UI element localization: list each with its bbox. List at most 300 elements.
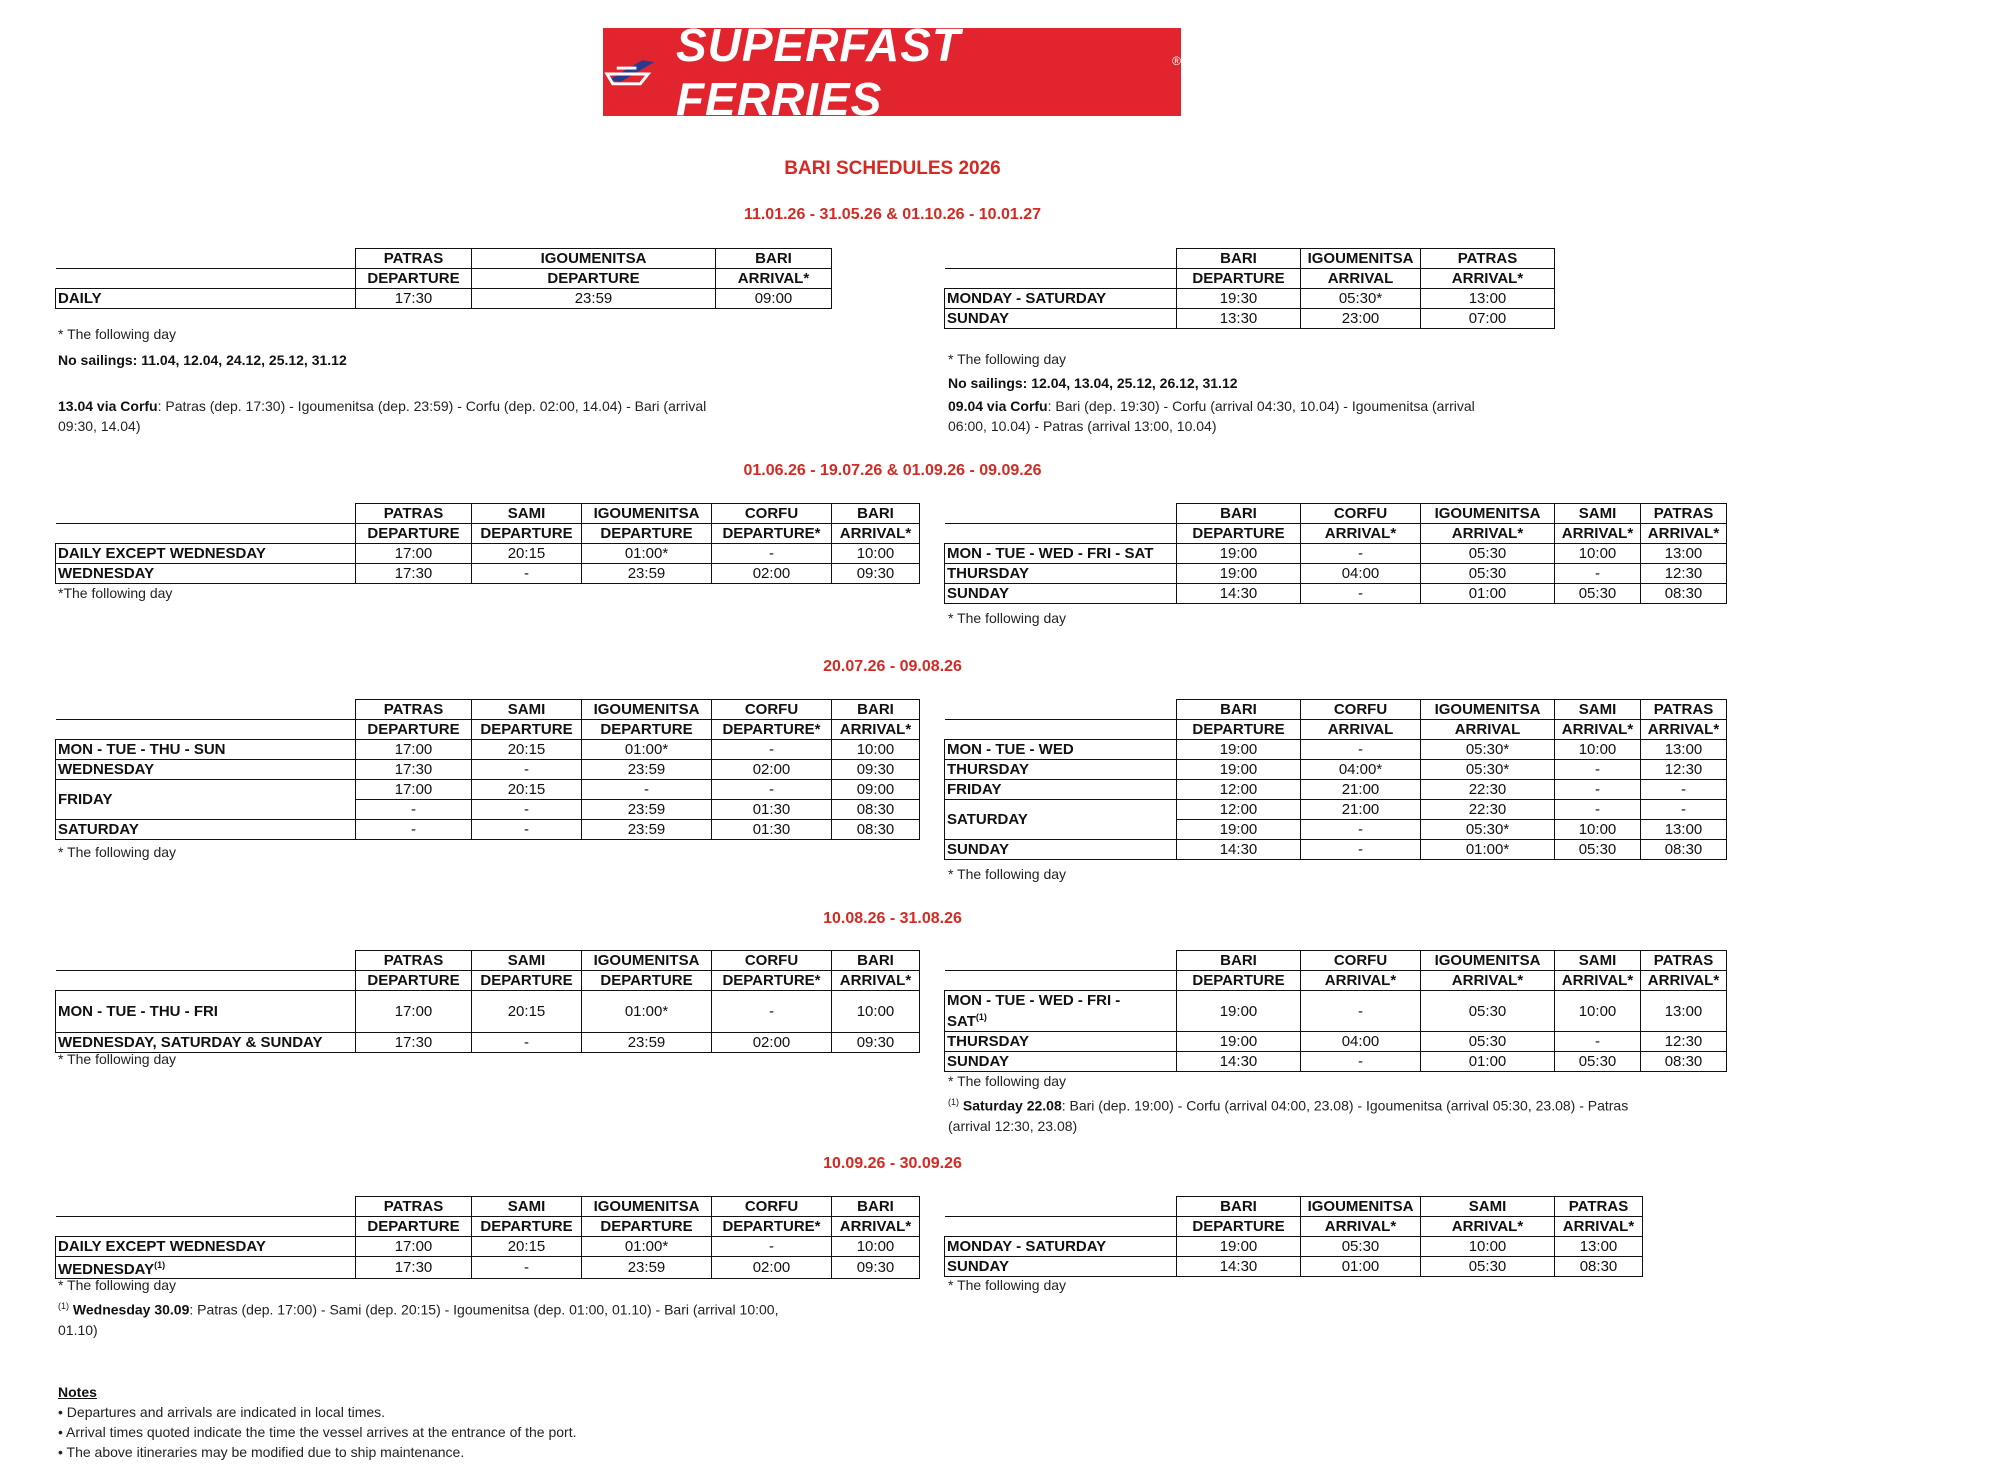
port-header: SAMI: [1555, 951, 1641, 971]
time-cell: 01:00*: [582, 544, 712, 564]
no-sailings-text: No sailings: 12.04, 13.04, 25.12, 26.12, 31.12: [948, 375, 1238, 391]
time-cell: -: [1301, 584, 1421, 604]
port-header: SAMI: [472, 951, 582, 971]
time-cell: 10:00: [1555, 820, 1641, 840]
port-header: IGOUMENITSA: [1301, 249, 1421, 269]
time-cell: -: [1641, 780, 1727, 800]
type-header: DEPARTURE: [582, 971, 712, 991]
time-cell: -: [712, 991, 832, 1033]
time-cell: 10:00: [1421, 1237, 1555, 1257]
row-label-text: WEDNESDAY: [58, 1261, 155, 1278]
table-header-types: [945, 720, 1727, 740]
footnote-marker: (1): [154, 1260, 166, 1270]
notes-item: • The above itineraries may be modified due to ship maintenance.: [58, 1444, 465, 1460]
blank-cell: [56, 971, 356, 991]
table-row: [56, 289, 832, 309]
blank-cell: [56, 720, 356, 740]
time-cell: -: [1301, 991, 1421, 1032]
type-header: DEPARTURE: [582, 720, 712, 740]
time-cell: -: [1301, 1052, 1421, 1072]
table-row: [56, 820, 920, 840]
port-header: SAMI: [472, 1197, 582, 1217]
time-cell: 23:59: [582, 1257, 712, 1279]
row-label: MON - TUE - THU - SUN: [56, 740, 356, 760]
notes-title: Notes: [58, 1384, 97, 1400]
time-cell: 02:00: [712, 760, 832, 780]
row-label: THURSDAY: [945, 760, 1177, 780]
time-cell: -: [472, 800, 582, 820]
time-cell: 12:30: [1641, 760, 1727, 780]
type-header: ARRIVAL*: [832, 720, 920, 740]
time-cell: 09:30: [832, 564, 920, 584]
port-header: SAMI: [1555, 504, 1641, 524]
time-cell: -: [1301, 740, 1421, 760]
time-cell: 05:30: [1421, 1032, 1555, 1052]
row-label: DAILY EXCEPT WEDNESDAY: [56, 1237, 356, 1257]
blank-cell: [945, 524, 1177, 544]
time-cell: -: [1641, 800, 1727, 820]
route-note-text-2: 01.10): [58, 1321, 98, 1338]
time-cell: 09:30: [832, 1257, 920, 1279]
table-row: [56, 780, 920, 800]
time-cell: -: [712, 740, 832, 760]
table-row: [56, 760, 920, 780]
table-row: [945, 289, 1555, 309]
port-header: SAMI: [472, 700, 582, 720]
time-cell: 01:00*: [582, 991, 712, 1033]
time-cell: 17:30: [356, 564, 472, 584]
row-label: SUNDAY: [945, 1052, 1177, 1072]
table-row: [945, 544, 1727, 564]
time-cell: 05:30: [1555, 840, 1641, 860]
type-header: ARRIVAL: [1301, 269, 1421, 289]
time-cell: 05:30*: [1421, 740, 1555, 760]
time-cell: 17:30: [356, 1257, 472, 1279]
time-cell: -: [356, 800, 472, 820]
time-cell: 04:00: [1301, 564, 1421, 584]
time-cell: 17:00: [356, 1237, 472, 1257]
time-cell: 02:00: [712, 564, 832, 584]
port-header: SAMI: [1421, 1197, 1555, 1217]
table-row: [56, 991, 920, 1033]
schedule-table-outbound: [55, 503, 920, 584]
row-label: DAILY: [56, 289, 356, 309]
time-cell: 21:00: [1301, 780, 1421, 800]
time-cell: 17:00: [356, 991, 472, 1033]
type-header: ARRIVAL*: [1421, 524, 1555, 544]
table-row: [945, 1052, 1727, 1072]
time-cell: 09:00: [832, 780, 920, 800]
type-header: DEPARTURE: [472, 269, 716, 289]
row-label: THURSDAY: [945, 564, 1177, 584]
time-cell: -: [356, 820, 472, 840]
no-sailings-note: [948, 373, 1238, 393]
table-row: [945, 840, 1727, 860]
time-cell: 07:00: [1421, 309, 1555, 329]
time-cell: 22:30: [1421, 780, 1555, 800]
type-header: ARRIVAL*: [1421, 971, 1555, 991]
table-row: [945, 309, 1555, 329]
route-note-text: : Patras (dep. 17:30) - Igoumenitsa (dep. 23:59) - Corfu (dep. 02:00, 14.04) - Bari (arrival: [157, 398, 707, 414]
time-cell: 08:30: [832, 820, 920, 840]
blank-cell: [945, 720, 1177, 740]
table-row: [56, 1237, 920, 1257]
port-header: SAMI: [472, 504, 582, 524]
section-dates: 20.07.26 - 09.08.26: [823, 658, 962, 675]
port-header: BARI: [832, 700, 920, 720]
port-header: PATRAS: [356, 504, 472, 524]
time-cell: -: [712, 780, 832, 800]
time-cell: 10:00: [832, 991, 920, 1033]
time-cell: 01:00*: [582, 1237, 712, 1257]
port-header: BARI: [1177, 951, 1301, 971]
time-cell: 23:59: [582, 800, 712, 820]
time-cell: -: [1555, 760, 1641, 780]
time-cell: 05:30: [1555, 1052, 1641, 1072]
schedule-table-outbound: [55, 248, 832, 309]
time-cell: 13:00: [1641, 820, 1727, 840]
type-header: ARRIVAL: [1421, 720, 1555, 740]
time-cell: 01:00: [1421, 584, 1555, 604]
blank-cell: [56, 269, 356, 289]
schedule-table-outbound: [55, 699, 920, 840]
time-cell: 14:30: [1177, 584, 1301, 604]
route-note-text-2: 09:30, 14.04): [58, 418, 141, 434]
route-note: [58, 396, 706, 436]
time-cell: 13:00: [1555, 1237, 1643, 1257]
row-label: MONDAY - SATURDAY: [945, 289, 1177, 309]
time-cell: 12:00: [1177, 800, 1301, 820]
time-cell: 20:15: [472, 991, 582, 1033]
type-header: ARRIVAL*: [1555, 720, 1641, 740]
time-cell: 13:00: [1641, 544, 1727, 564]
time-cell: 12:00: [1177, 780, 1301, 800]
type-header: DEPARTURE: [1177, 720, 1301, 740]
port-header: BARI: [716, 249, 832, 269]
table-row: [56, 544, 920, 564]
time-cell: 23:59: [582, 760, 712, 780]
time-cell: 01:00*: [582, 740, 712, 760]
time-cell: 19:00: [1177, 760, 1301, 780]
type-header: DEPARTURE*: [712, 1217, 832, 1237]
table-header-ports: [56, 951, 920, 971]
type-header: ARRIVAL*: [832, 524, 920, 544]
type-header: ARRIVAL*: [716, 269, 832, 289]
table-header-types: [945, 971, 1727, 991]
route-note: [948, 396, 1475, 436]
time-cell: 20:15: [472, 544, 582, 564]
table-header-ports: [945, 951, 1727, 971]
section-dates: 10.09.26 - 30.09.26: [823, 1155, 962, 1172]
row-label: MON - TUE - WED - FRI - SAT: [945, 544, 1177, 564]
row-label: SUNDAY: [945, 309, 1177, 329]
time-cell: 04:00*: [1301, 760, 1421, 780]
row-label: SATURDAY: [56, 820, 356, 840]
table-row: [945, 1257, 1643, 1277]
type-header: DEPARTURE: [1177, 1217, 1301, 1237]
type-header: ARRIVAL*: [832, 1217, 920, 1237]
time-cell: 23:59: [582, 564, 712, 584]
route-note: [58, 1296, 898, 1340]
route-note-text-2: 06:00, 10.04) - Patras (arrival 13:00, 10.04): [948, 418, 1217, 434]
table-row: [945, 740, 1727, 760]
type-header: ARRIVAL*: [1555, 971, 1641, 991]
time-cell: 01:00: [1301, 1257, 1421, 1277]
row-label: MON - TUE - WED: [945, 740, 1177, 760]
row-label: SUNDAY: [945, 584, 1177, 604]
table-row: [945, 564, 1727, 584]
row-label: MON - TUE - THU - FRI: [56, 991, 356, 1033]
time-cell: -: [1301, 840, 1421, 860]
row-label: SUNDAY: [945, 1257, 1177, 1277]
time-cell: 09:00: [716, 289, 832, 309]
type-header: DEPARTURE: [472, 524, 582, 544]
port-header: IGOUMENITSA: [582, 1197, 712, 1217]
port-header: BARI: [1177, 504, 1301, 524]
time-cell: 08:30: [1641, 1052, 1727, 1072]
blank-cell: [945, 951, 1177, 971]
table-row: [945, 991, 1727, 1032]
schedule-table-inbound: [944, 248, 1555, 329]
type-header: DEPARTURE*: [712, 971, 832, 991]
no-sailings-note: [58, 350, 347, 370]
time-cell: 02:00: [712, 1033, 832, 1053]
type-header: ARRIVAL*: [1641, 971, 1727, 991]
port-header: PATRAS: [356, 700, 472, 720]
port-header: CORFU: [712, 951, 832, 971]
table-row: [56, 564, 920, 584]
time-cell: 14:30: [1177, 840, 1301, 860]
time-cell: 13:00: [1641, 991, 1727, 1032]
footnote: * The following day: [58, 1051, 177, 1067]
time-cell: -: [712, 1237, 832, 1257]
time-cell: 10:00: [832, 740, 920, 760]
footnote: * The following day: [948, 1073, 1067, 1089]
type-header: ARRIVAL*: [1641, 524, 1727, 544]
time-cell: 05:30: [1421, 991, 1555, 1032]
table-row: [56, 1033, 920, 1053]
time-cell: 01:30: [712, 820, 832, 840]
time-cell: 17:30: [356, 1033, 472, 1053]
port-header: PATRAS: [1555, 1197, 1643, 1217]
route-note-title: Wednesday 30.09: [72, 1301, 190, 1318]
table-header-ports: [56, 700, 920, 720]
time-cell: 13:00: [1641, 740, 1727, 760]
time-cell: 05:30: [1421, 544, 1555, 564]
time-cell: 08:30: [1641, 584, 1727, 604]
time-cell: 14:30: [1177, 1257, 1301, 1277]
port-header: SAMI: [1555, 700, 1641, 720]
blank-cell: [945, 700, 1177, 720]
port-header: CORFU: [712, 700, 832, 720]
table-row: [945, 780, 1727, 800]
time-cell: 08:30: [832, 800, 920, 820]
table-header-types: [56, 269, 832, 289]
table-header-types: [56, 720, 920, 740]
blank-cell: [56, 524, 356, 544]
type-header: ARRIVAL*: [1421, 269, 1555, 289]
type-header: ARRIVAL*: [1301, 1217, 1421, 1237]
footnote: * The following day: [948, 351, 1067, 367]
table-header-types: [945, 1217, 1643, 1237]
time-cell: 20:15: [472, 740, 582, 760]
schedule-table-inbound: [944, 1196, 1643, 1277]
type-header: DEPARTURE: [582, 1217, 712, 1237]
time-cell: -: [472, 760, 582, 780]
port-header: CORFU: [1301, 504, 1421, 524]
time-cell: -: [472, 820, 582, 840]
row-label: SATURDAY: [945, 800, 1177, 840]
section-dates: 01.06.26 - 19.07.26 & 01.09.26 - 09.09.26: [743, 462, 1042, 479]
ship-logo-icon: [603, 52, 662, 92]
time-cell: 19:00: [1177, 740, 1301, 760]
time-cell: 13:30: [1177, 309, 1301, 329]
time-cell: 19:00: [1177, 1032, 1301, 1052]
blank-cell: [945, 504, 1177, 524]
footnote: * The following day: [58, 326, 177, 342]
time-cell: 17:30: [356, 760, 472, 780]
time-cell: 17:00: [356, 544, 472, 564]
route-note-title: 09.04 via Corfu: [948, 398, 1048, 414]
row-label-line-1: MON - TUE - WED - FRI -: [947, 992, 1121, 1009]
table-header-ports: [56, 504, 920, 524]
table-row: [945, 584, 1727, 604]
row-label: WEDNESDAY: [56, 760, 356, 780]
notes-item: • Departures and arrivals are indicated in local times.: [58, 1404, 386, 1420]
time-cell: 23:59: [582, 820, 712, 840]
type-header: ARRIVAL*: [1555, 1217, 1643, 1237]
blank-cell: [56, 1217, 356, 1237]
time-cell: 23:59: [472, 289, 716, 309]
row-label: THURSDAY: [945, 1032, 1177, 1052]
type-header: DEPARTURE: [472, 720, 582, 740]
schedule-table-inbound: [944, 699, 1727, 860]
time-cell: 05:30: [1555, 584, 1641, 604]
footnote: * The following day: [948, 610, 1067, 626]
time-cell: 05:30*: [1421, 820, 1555, 840]
row-label: DAILY EXCEPT WEDNESDAY: [56, 544, 356, 564]
blank-cell: [945, 1197, 1177, 1217]
type-header: ARRIVAL: [1301, 720, 1421, 740]
time-cell: 08:30: [1641, 840, 1727, 860]
footnote: * The following day: [948, 1277, 1067, 1293]
time-cell: 02:00: [712, 1257, 832, 1279]
time-cell: 19:00: [1177, 991, 1301, 1032]
route-note-text-2: (arrival 12:30, 23.08): [948, 1117, 1078, 1134]
row-label: WEDNESDAY, SATURDAY & SUNDAY: [56, 1033, 356, 1053]
table-row: [56, 740, 920, 760]
port-header: IGOUMENITSA: [1421, 951, 1555, 971]
blank-cell: [945, 971, 1177, 991]
type-header: DEPARTURE: [1177, 971, 1301, 991]
port-header: IGOUMENITSA: [472, 249, 716, 269]
time-cell: 19:30: [1177, 289, 1301, 309]
route-note-title: 13.04 via Corfu: [58, 398, 158, 414]
page-title: BARI SCHEDULES 2026: [784, 158, 1001, 179]
type-header: DEPARTURE*: [712, 524, 832, 544]
no-sailings-text: No sailings: 11.04, 12.04, 24.12, 25.12, 31.12: [58, 352, 347, 368]
time-cell: 13:00: [1421, 289, 1555, 309]
table-row: [56, 1257, 920, 1279]
type-header: ARRIVAL*: [1641, 720, 1727, 740]
type-header: ARRIVAL*: [1301, 971, 1421, 991]
footnote-marker: (1): [948, 1097, 959, 1107]
port-header: BARI: [1177, 249, 1301, 269]
time-cell: 10:00: [832, 1237, 920, 1257]
time-cell: 05:30*: [1301, 289, 1421, 309]
time-cell: 05:30*: [1421, 760, 1555, 780]
time-cell: -: [472, 1033, 582, 1053]
time-cell: -: [712, 544, 832, 564]
type-header: DEPARTURE: [582, 524, 712, 544]
time-cell: 19:00: [1177, 820, 1301, 840]
port-header: IGOUMENITSA: [1421, 700, 1555, 720]
port-header: IGOUMENITSA: [582, 700, 712, 720]
superfast-ferries-logo: [603, 19, 1181, 125]
time-cell: -: [472, 1257, 582, 1279]
notes-item: • Arrival times quoted indicate the time the vessel arrives at the entrance of the port.: [58, 1424, 577, 1440]
brand-name: SUPERFAST FERRIES: [675, 19, 961, 125]
table-header-ports: [945, 249, 1555, 269]
route-note-title: Saturday 22.08: [962, 1097, 1062, 1114]
time-cell: 10:00: [832, 544, 920, 564]
table-header-ports: [945, 504, 1727, 524]
port-header: CORFU: [712, 504, 832, 524]
blank-cell: [945, 269, 1177, 289]
table-row: [945, 1032, 1727, 1052]
time-cell: -: [1555, 800, 1641, 820]
route-note-text: : Bari (dep. 19:00) - Corfu (arrival 04:00, 23.08) - Igoumenitsa (arrival 05:30, 23.08) - Patras: [1061, 1097, 1629, 1114]
time-cell: 22:30: [1421, 800, 1555, 820]
port-header: BARI: [832, 951, 920, 971]
table-header-types: [945, 524, 1727, 544]
table-header-types: [945, 269, 1555, 289]
time-cell: 19:00: [1177, 544, 1301, 564]
blank-cell: [945, 1217, 1177, 1237]
type-header: DEPARTURE: [356, 971, 472, 991]
type-header: ARRIVAL*: [1421, 1217, 1555, 1237]
footnote-marker: (1): [975, 1012, 987, 1022]
table-header-ports: [945, 1197, 1643, 1217]
brand-registered-mark: ®: [1172, 54, 1181, 68]
blank-cell: [56, 249, 356, 269]
port-header: PATRAS: [1421, 249, 1555, 269]
footnote: * The following day: [948, 866, 1067, 882]
notes-section: [58, 1382, 577, 1462]
port-header: PATRAS: [1641, 700, 1727, 720]
schedule-table-outbound: [55, 1196, 920, 1279]
time-cell: 20:15: [472, 780, 582, 800]
time-cell: 09:30: [832, 760, 920, 780]
port-header: PATRAS: [1641, 951, 1727, 971]
type-header: DEPARTURE: [472, 971, 582, 991]
time-cell: -: [1555, 780, 1641, 800]
row-label: [945, 991, 1177, 1032]
table-header-ports: [945, 700, 1727, 720]
time-cell: 20:15: [472, 1237, 582, 1257]
blank-cell: [56, 504, 356, 524]
time-cell: 10:00: [1555, 544, 1641, 564]
time-cell: -: [1555, 564, 1641, 584]
time-cell: 05:30: [1421, 1257, 1555, 1277]
schedule-table-inbound: [944, 950, 1727, 1072]
time-cell: -: [1301, 544, 1421, 564]
time-cell: -: [582, 780, 712, 800]
time-cell: 05:30: [1421, 564, 1555, 584]
type-header: ARRIVAL*: [1301, 524, 1421, 544]
footnote-marker: (1): [58, 1301, 69, 1311]
type-header: DEPARTURE: [472, 1217, 582, 1237]
